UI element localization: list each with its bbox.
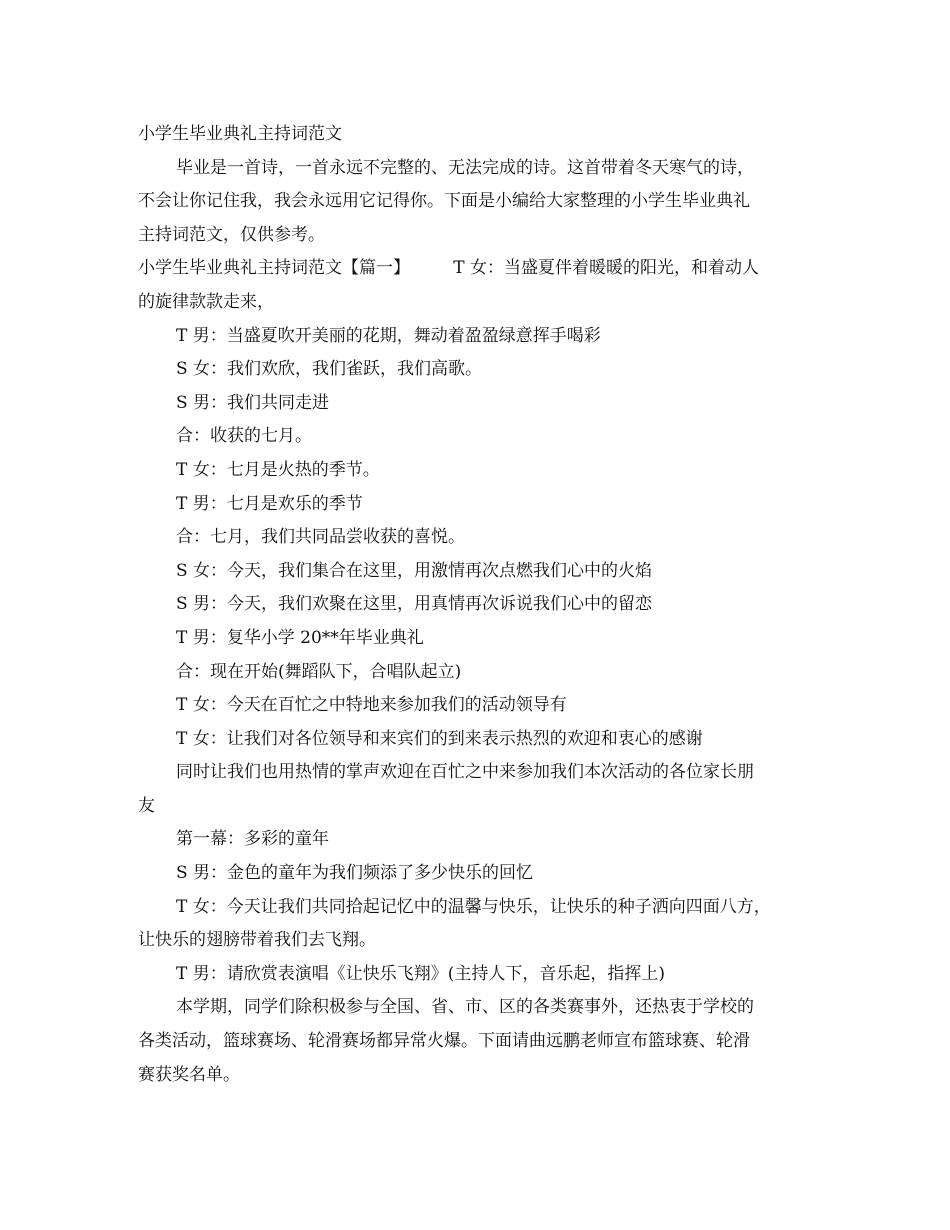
paragraph-line: 第一幕：多彩的童年 xyxy=(176,829,329,850)
paragraph-line: S 女：我们欢欣，我们雀跃，我们高歌。 xyxy=(176,359,483,380)
paragraph-line: 本学期，同学们除积极参与全国、省、市、区的各类赛事外，还热衷于学校的 xyxy=(176,997,754,1018)
paragraph-line: 不会让你记住我，我会永远用它记得你。下面是小编给大家整理的小学生毕业典礼 xyxy=(138,191,750,212)
paragraph-line: T 男：请欣赏表演唱《让快乐飞翔》(主持人下，音乐起，指挥上) xyxy=(176,963,666,984)
paragraph-line: 合：现在开始(舞蹈队下，合唱队起立) xyxy=(176,661,462,682)
paragraph-line: 同时让我们也用热情的掌声欢迎在百忙之中来参加我们本次活动的各位家长朋 xyxy=(176,762,754,783)
paragraph-line: S 男：我们共同走进 xyxy=(176,392,330,413)
paragraph-line: 主持词范文，仅供参考。 xyxy=(138,224,325,245)
paragraph-line: T 女：七月是火热的季节。 xyxy=(176,459,380,480)
paragraph-line: T 女：今天在百忙之中特地来参加我们的活动领导有 xyxy=(176,695,567,716)
paragraph-line: T 男：复华小学 20**年毕业典礼 xyxy=(176,627,424,648)
paragraph-line: T 男：七月是欢乐的季节 xyxy=(176,493,363,514)
paragraph-line: 友 xyxy=(138,795,155,816)
paragraph-line: S 女：今天，我们集合在这里，用激情再次点燃我们心中的火焰 xyxy=(176,560,653,581)
paragraph-line: T 女：让我们对各位领导和来宾们的到来表示热烈的欢迎和衷心的感谢 xyxy=(176,728,703,749)
paragraph-line: 让快乐的翅膀带着我们去飞翔。 xyxy=(138,930,376,951)
paragraph-line: 的旋律款款走来， xyxy=(138,291,274,312)
paragraph-line: S 男：金色的童年为我们频添了多少快乐的回忆 xyxy=(176,863,534,884)
paragraph-line: 赛获奖名单。 xyxy=(138,1064,240,1085)
paragraph-line: T 男：当盛夏吹开美丽的花期，舞动着盈盈绿意挥手喝彩 xyxy=(176,325,601,346)
paragraph-line: 合：七月，我们共同品尝收获的喜悦。 xyxy=(176,527,465,548)
paragraph-line: 毕业是一首诗，一首永远不完整的、无法完成的诗。这首带着冬天寒气的诗， xyxy=(176,157,754,178)
paragraph-line: 合：收获的七月。 xyxy=(176,426,312,447)
document-page xyxy=(138,118,818,1092)
paragraph-line: 各类活动，篮球赛场、轮滑赛场都异常火爆。下面请曲远鹏老师宣布篮球赛、轮滑 xyxy=(138,1031,750,1052)
paragraph-line: S 男：今天，我们欢聚在这里，用真情再次诉说我们心中的留恋 xyxy=(176,594,653,615)
document-title: 小学生毕业典礼主持词范文 xyxy=(138,124,342,144)
paragraph-line: T 女：今天让我们共同拾起记忆中的温馨与快乐，让快乐的种子洒向四面八方， xyxy=(176,896,771,917)
paragraph-line: 小学生毕业典礼主持词范文【篇一】 T 女：当盛夏伴着暖暖的阳光，和着动人 xyxy=(138,258,759,279)
document-body xyxy=(138,152,818,1093)
